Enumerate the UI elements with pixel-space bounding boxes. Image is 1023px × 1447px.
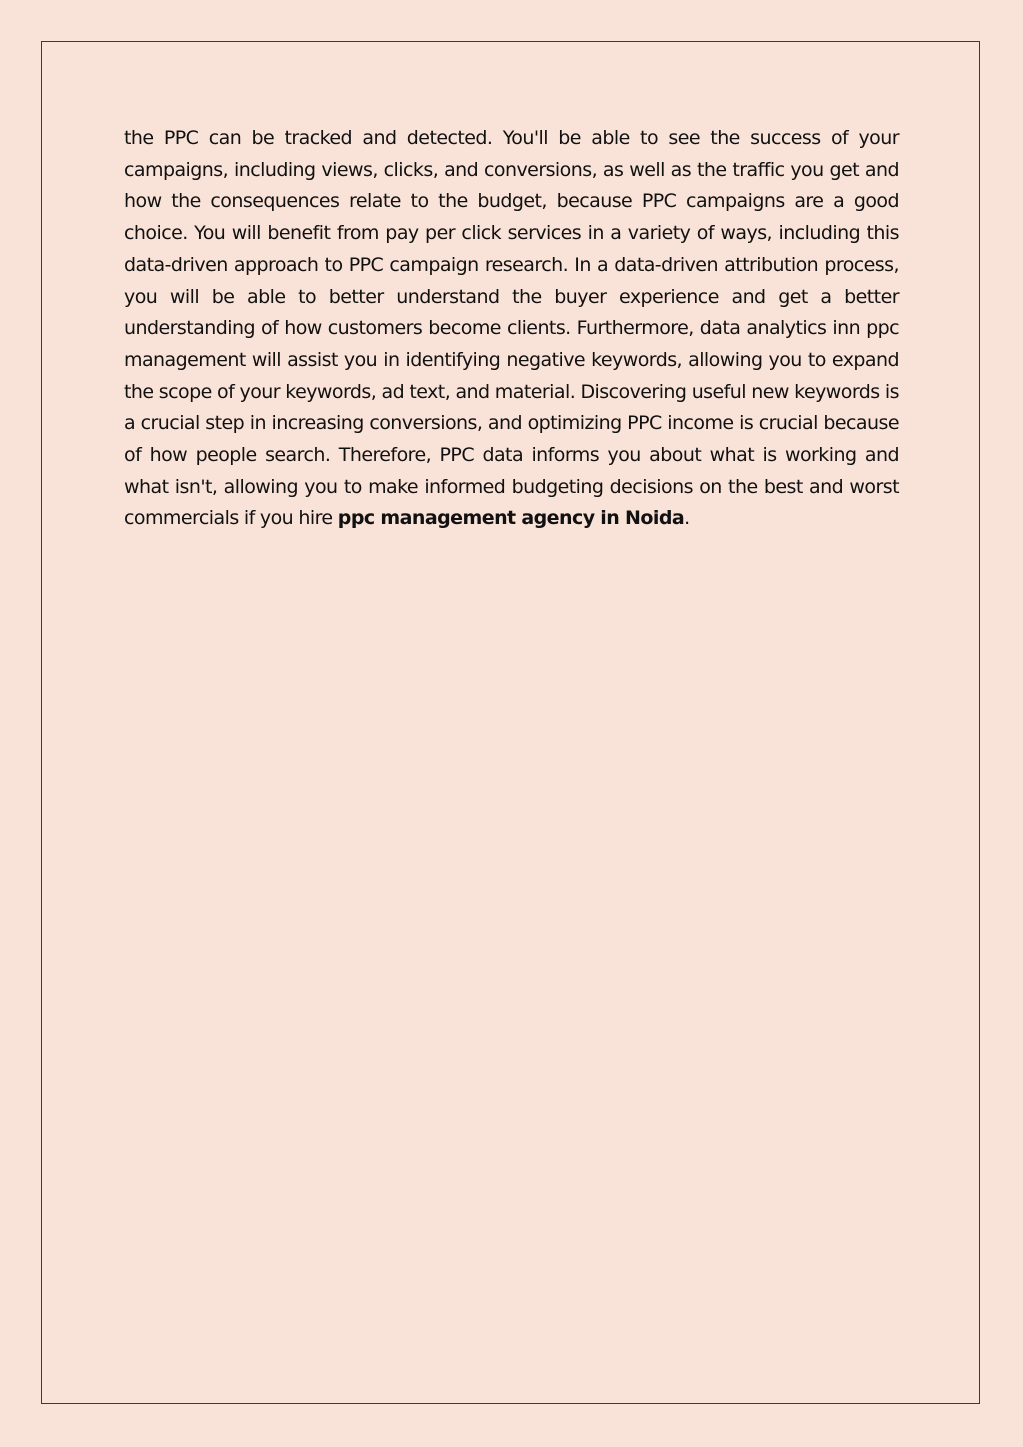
paragraph-text: the PPC can be tracked and detected. You'll be able to see the success of your campaigns, including views, clicks, and conversions, as well as the traffic you get and how the consequences relate to the budget, because PPC campaigns are a good choice. You will benefit from pay per click services in a variety of ways, including this data-driven approach to PPC campaign research. In a data-driven attribution process, you will be able to better understand the buyer experience and get a better understanding of how customers become clients. Furthermore, data analytics inn ppc management will assist you in identifying negative keywords, allowing you to expand the scope of your keywords, ad text, and material. Discovering useful new keywords is a crucial step in increasing conversions, and optimizing PPC income is crucial because of how people search. Therefore, PPC data informs you about what is working and what isn't, allowing you to make informed budgeting decisions on the best and worst commercials if you hire — [124, 127, 899, 530]
agency-keyword: ppc management agency in Noida — [337, 507, 685, 530]
paragraph-end: . — [684, 507, 690, 530]
body-paragraph — [124, 123, 899, 535]
